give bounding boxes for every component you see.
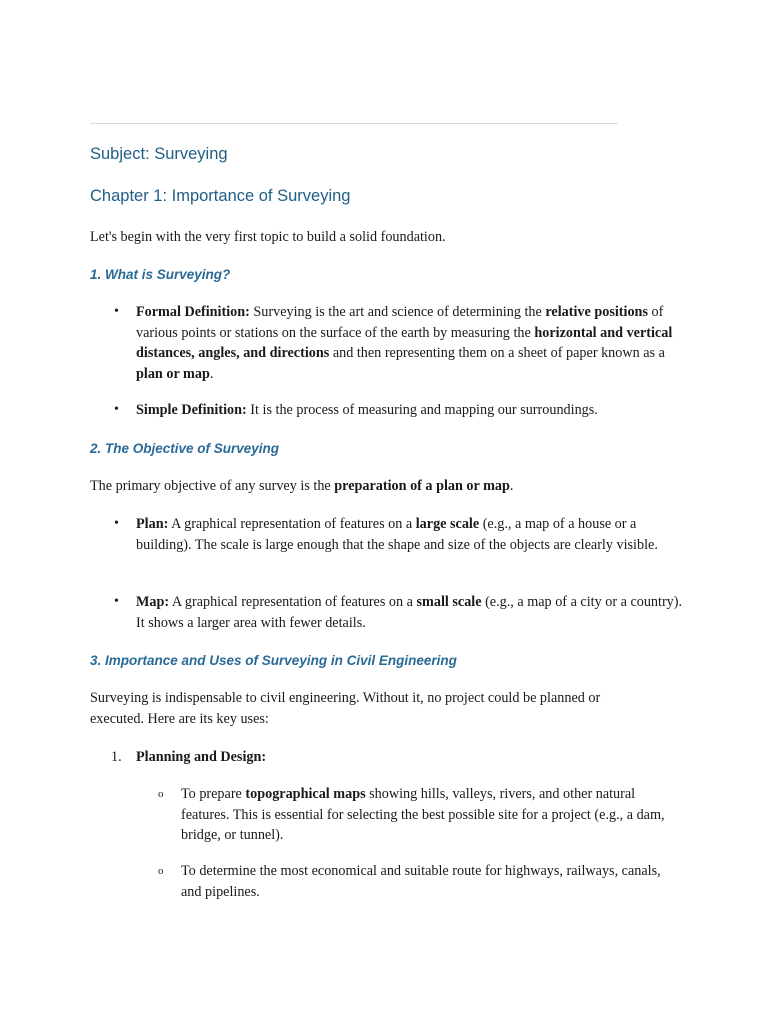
planning-design-label: Planning and Design: <box>136 749 267 765</box>
route-item <box>181 861 681 902</box>
plan-text-1: A graphical representation of features on a <box>168 516 416 532</box>
numbered-marker: 1. <box>111 749 122 765</box>
topo-text-1: To prepare <box>181 786 246 802</box>
map-text-2: (e.g., a map of a city or a country). It shows a larger area with fewer details. <box>136 594 683 631</box>
objective-text-1: The primary objective of any survey is the <box>90 478 335 494</box>
chapter-heading: Chapter 1: Importance of Surveying <box>90 187 351 205</box>
section-3-title: 3. Importance and Uses of Surveying in Civil Engineering <box>90 653 457 668</box>
bullet-marker: • <box>114 516 119 531</box>
simple-definition-label: Simple Definition: <box>136 402 247 418</box>
formal-text-4: . <box>209 365 214 382</box>
intro-paragraph: Let's begin with the very first topic to build a solid foundation. <box>90 229 446 245</box>
planning-design-item <box>136 747 684 768</box>
formal-definition-item <box>136 302 684 384</box>
bullet-marker: • <box>114 402 119 417</box>
bullet-marker: • <box>114 304 119 319</box>
section-2-title: 2. The Objective of Surveying <box>90 441 280 456</box>
formal-bold-1: relative positions <box>545 304 648 320</box>
map-item <box>136 592 684 633</box>
route-text-1: To determine the most economical and suitable route for highways, railways, canals, and pipelines. <box>181 863 661 900</box>
circle-bullet-marker: o <box>158 788 164 800</box>
map-bold-1: small scale <box>416 594 482 610</box>
simple-text-1: It is the process of measuring and mapping our surroundings. <box>246 402 598 418</box>
formal-bold-2: horizontal and vertical distances, angles, and directions <box>136 324 673 362</box>
circle-bullet-marker: o <box>158 865 164 877</box>
section-1-title: 1. What is Surveying? <box>90 267 231 282</box>
plan-bold-1: large scale <box>415 516 480 532</box>
map-text-1: A graphical representation of features on a <box>169 594 417 610</box>
uses-paragraph: Surveying is indispensable to civil engineering. Without it, no project could be planned or executed. Here are its key uses: <box>90 690 601 727</box>
formal-text-2: of various points or stations on the surface of the earth by measuring the <box>136 304 664 341</box>
topographical-maps-item <box>181 784 681 846</box>
bullet-marker: • <box>114 594 119 609</box>
plan-item <box>136 514 684 555</box>
objective-text-2: . <box>509 478 514 494</box>
map-label: Map: <box>136 594 170 610</box>
simple-definition-item <box>136 400 684 421</box>
formal-definition-label: Formal Definition: <box>136 304 250 320</box>
plan-text-2: (e.g., a map of a house or a building). The scale is large enough that the shape and size of the objects are clearly visible. <box>136 516 658 553</box>
formal-text-1: Surveying is the art and science of determining the <box>249 304 546 320</box>
header-divider <box>90 123 618 124</box>
topo-text-2: showing hills, valleys, rivers, and other natural features. This is essential for selecting the best possible site for a project (e.g., a dam, bridge, or tunnel). <box>181 786 665 844</box>
objective-paragraph <box>90 476 680 497</box>
formal-bold-3: plan or map <box>136 365 210 382</box>
formal-text-3: and then representing them on a sheet of paper known as a <box>329 345 665 362</box>
plan-label: Plan: <box>136 516 169 532</box>
subject-heading: Subject: Surveying <box>90 145 228 163</box>
topo-bold-1: topographical maps <box>245 786 366 802</box>
objective-bold-1: preparation of a plan or map <box>334 478 510 494</box>
